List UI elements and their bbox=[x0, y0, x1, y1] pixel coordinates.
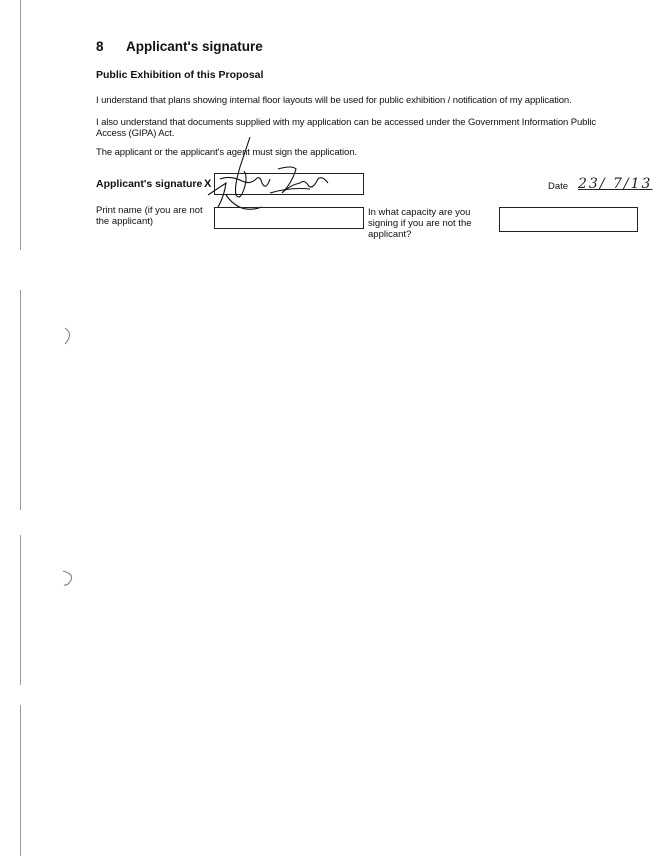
margin-line bbox=[20, 0, 21, 250]
floor-layout-statement: I understand that plans showing internal floor layouts will be used for public exhibition / notification of my application. bbox=[96, 95, 572, 106]
margin-line bbox=[20, 290, 21, 510]
signing-instruction: The applicant or the applicant's agent must sign the application. bbox=[96, 147, 357, 158]
signature-marker: X bbox=[204, 178, 212, 190]
gipa-statement: I also understand that documents supplied with my application can be accessed under the Government Information Public Access (GIPA) Act. bbox=[96, 117, 597, 139]
date-label: Date bbox=[548, 181, 569, 192]
date-value[interactable]: 23/ 7/13 bbox=[578, 176, 653, 192]
capacity-field[interactable] bbox=[499, 207, 638, 232]
section-number: 8 bbox=[96, 39, 104, 54]
print-name-label: Print name (if you are not the applicant) bbox=[96, 205, 203, 227]
print-name-field[interactable] bbox=[214, 207, 364, 229]
margin-line bbox=[20, 535, 21, 685]
public-exhibition-heading: Public Exhibition of this Proposal bbox=[96, 69, 264, 81]
capacity-label: In what capacity are you signing if you are not the applicant? bbox=[368, 207, 472, 240]
punch-hole-icon bbox=[62, 326, 76, 346]
punch-hole-icon bbox=[62, 568, 76, 588]
signature-label: Applicant's signature bbox=[96, 178, 203, 190]
margin-line bbox=[20, 705, 21, 856]
handwritten-signature bbox=[200, 135, 350, 215]
section-heading bbox=[96, 39, 263, 54]
section-title: Applicant's signature bbox=[126, 39, 263, 54]
